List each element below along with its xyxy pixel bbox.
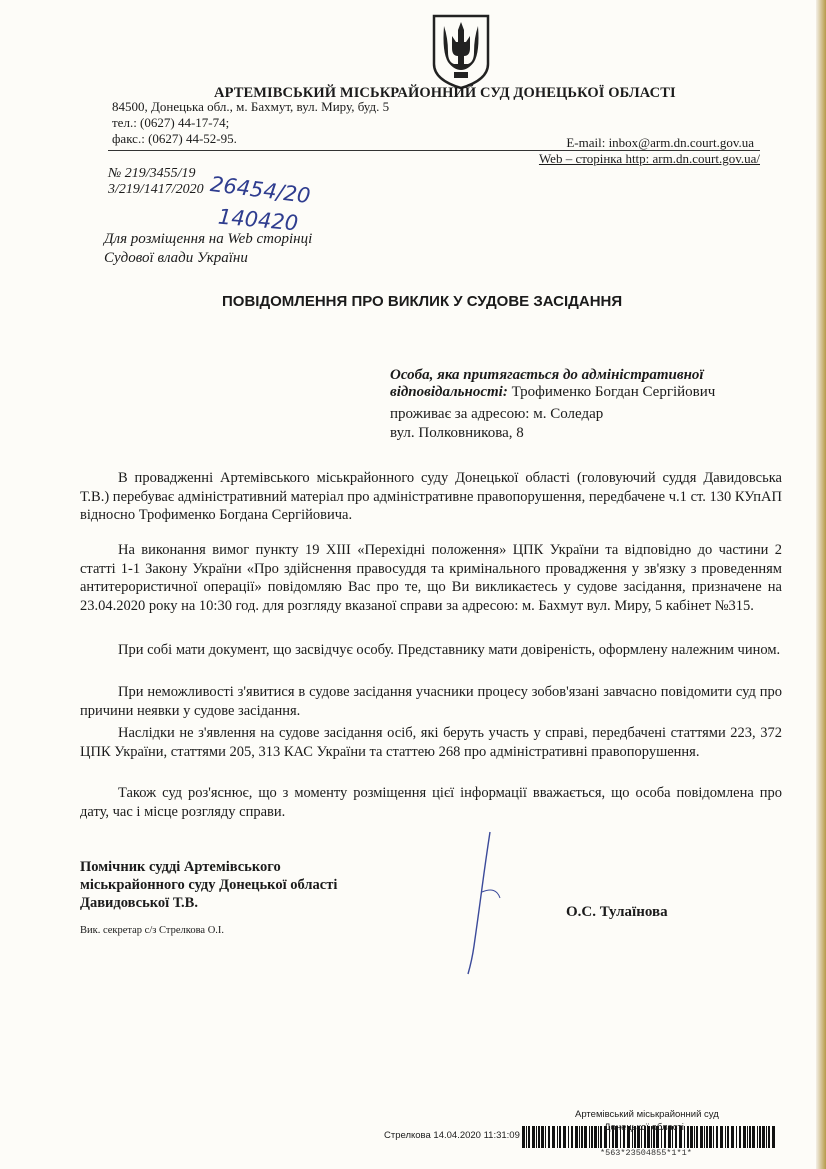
recipient-block xyxy=(390,367,762,401)
stamp-region: Донецької області xyxy=(604,1122,684,1133)
signatory-name: О.С. Тулаїнова xyxy=(566,904,668,920)
recipient-address-1: проживає за адресою: м. Соледар xyxy=(390,406,604,422)
recipient-label: Особа, яка притягається до адміністративної відповідальності: xyxy=(390,367,704,400)
handwritten-registration-number: 26454/20 xyxy=(208,171,312,209)
case-number: № 219/3455/19 xyxy=(108,166,196,181)
signatory-position-line-3: Давидовської Т.В. xyxy=(80,895,198,911)
court-phone: тел.: (0627) 44-17-74; xyxy=(112,115,230,130)
handwritten-signature xyxy=(456,828,536,978)
body-paragraph-5: Наслідки не з'явлення на судове засідання осіб, які беруть участь у справі, передбачені статтями 223, 372 ЦПК України, статтями 205, 313 КАС України та статтею 268 про адміністративні правопорушення. xyxy=(80,725,782,760)
proceeding-number: 3/219/1417/2020 xyxy=(108,182,204,197)
recipient-name: Трофименко Богдан Сергійович xyxy=(511,384,716,400)
court-email: E-mail: inbox@arm.dn.court.gov.ua xyxy=(566,135,754,150)
scan-edge xyxy=(816,0,826,1169)
court-fax: факс.: (0627) 44-52-95. xyxy=(112,131,237,146)
stamp-court-name: Артемівський міськрайонний суд xyxy=(575,1109,719,1120)
signatory-position-line-2: міськрайонного суду Донецької області xyxy=(80,877,338,893)
executive-secretary: Вик. секретар с/з Стрелкова О.І. xyxy=(80,925,225,936)
body-paragraph-2: На виконання вимог пункту 19 XIII «Перехідні положення» ЦПК України та відповідно до частини 2 статті 1-1 Закону України «Про здійснення правосуддя та кримінального провадження у зв'язку з проведенням антитерористичної операції» повідомляю Вас про те, що Ви викликаєтесь у судове засідання, призначене на 23.04.2020 року на 10:30 год. для розгляду вказаної справи за адресою: м. Бахмут вул. Миру, 5 кабінет №315. xyxy=(80,542,782,614)
body-paragraph-1: В провадженні Артемівського міськрайонного суду Донецької області (головуючий суддя Давидовська Т.В.) перебуває адміністративний матеріал про адміністративне правопорушення, передбачене ч.1 ст. 130 КУпАП відносно Трофименко Богдана Сергійовича. xyxy=(80,470,782,523)
placement-note-line-1: Для розміщення на Web сторінці xyxy=(104,231,313,247)
trident-coat-of-arms-icon xyxy=(430,12,492,90)
body-paragraph-6: Також суд роз'яснює, що з моменту розміщення цієї інформації вважається, що особа повідомлена про дату, час і місце розгляду справи. xyxy=(80,785,782,820)
placement-note-line-2: Судової влади України xyxy=(104,250,248,266)
stamp-registration-meta: Стрелкова 14.04.2020 11:31:09 xyxy=(384,1130,520,1141)
handwritten-registration-date: 140420 xyxy=(217,204,300,236)
document-title: ПОВІДОМЛЕННЯ ПРО ВИКЛИК У СУДОВЕ ЗАСІДАННЯ xyxy=(222,293,623,310)
body-paragraph-3: При собі мати документ, що засвідчує особу. Представнику мати довіреність, оформлену належним чином. xyxy=(118,642,781,658)
signatory-position xyxy=(80,858,337,912)
body-paragraph-4: При неможливості з'явитися в судове засідання учасники процесу зобов'язані завчасно повідомити суд про причини неявки у судове засідання. xyxy=(80,684,782,719)
barcode-number: *563*23504855*1*1* xyxy=(600,1148,692,1158)
signatory-position-line-1: Помічник судді Артемівського xyxy=(80,859,281,875)
court-name: АРТЕМІВСЬКИЙ МІСЬКРАЙОННИЙ СУД ДОНЕЦЬКОЇ ОБЛАСТІ xyxy=(214,85,676,101)
court-web: Web – сторінка http: arm.dn.court.gov.ua/ xyxy=(538,151,760,166)
recipient-address-2: вул. Полковникова, 8 xyxy=(390,425,524,441)
court-address: 84500, Донецька обл., м. Бахмут, вул. Миру, буд. 5 xyxy=(112,99,390,114)
